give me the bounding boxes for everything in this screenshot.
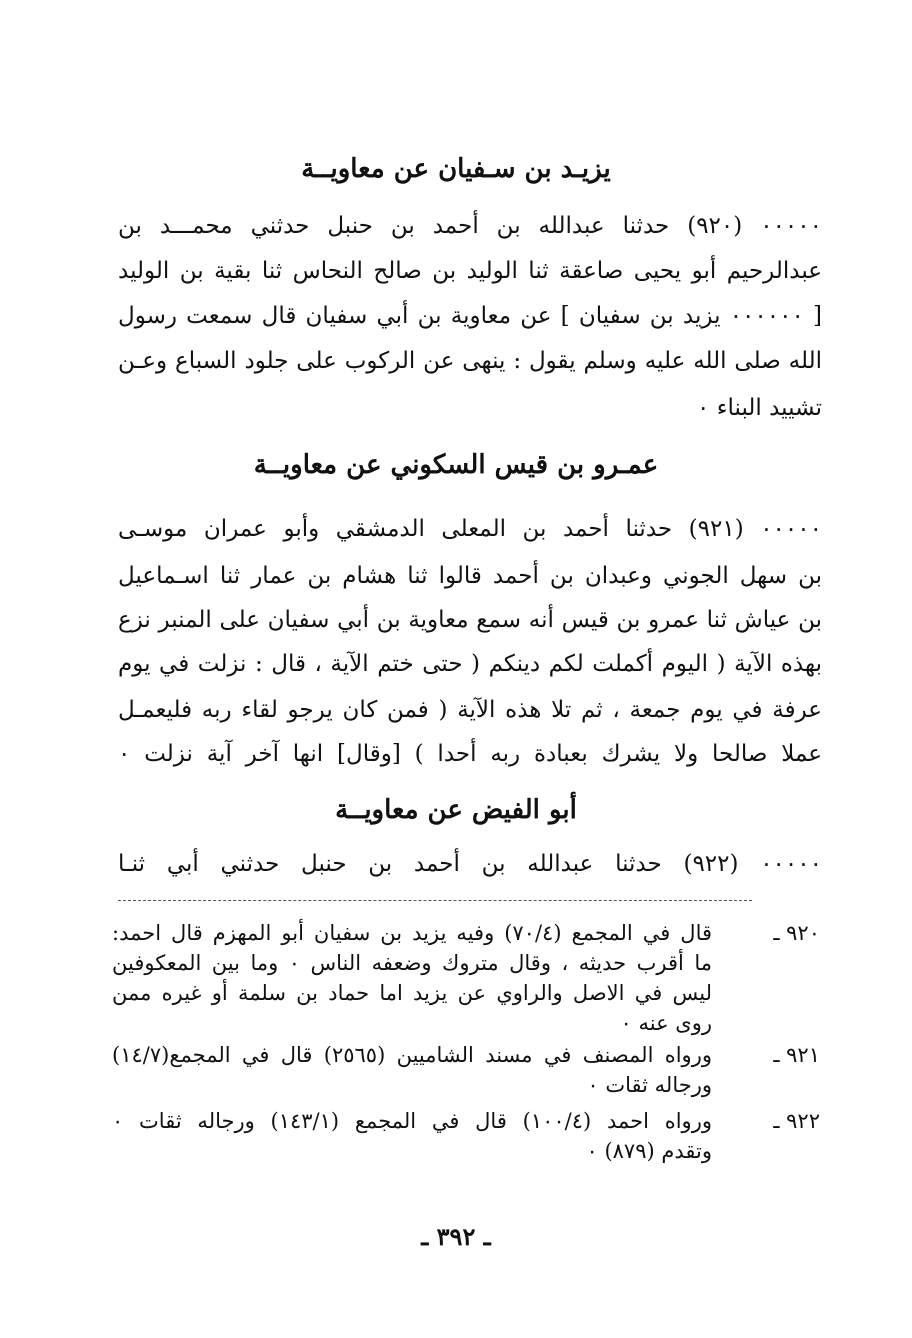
footnote-number: ٩٢٠ ـ (773, 921, 820, 945)
footnote-922 (112, 1106, 820, 1168)
section-heading-1: يزيـد بن سـفيان عن معاويــة (301, 154, 611, 184)
footnote-921 (112, 1040, 820, 1102)
text-line: ٠٠٠٠٠ (٩٢٠) حدثنا عبدالله بن أحمد بن حنبل حدثني محمـــد بن (118, 213, 822, 239)
footnote-line: ورواه المصنف في مسند الشاميين (٢٥٦٥) قال في المجمع(١٤/٧) (112, 1043, 712, 1067)
footnote-line: وتقدم (٨٧٩) ٠ (586, 1139, 712, 1163)
section-heading-3: أبو الفيض عن معاويــة (335, 795, 577, 825)
text-line: عبدالرحيم أبو يحيى صاعقة ثنا الوليد بن صالح النحاس ثنا بقية بن الوليد (118, 258, 822, 284)
footnote-number: ٩٢١ ـ (773, 1043, 820, 1067)
footnote-line: قال في المجمع (٧٠/٤) وفيه يزيد بن سفيان أبو المهزم قال احمد: (112, 921, 712, 945)
footnote-number: ٩٢٢ ـ (773, 1109, 820, 1133)
footnote-separator (118, 900, 752, 901)
text-line: بن سهل الجوني وعبدان بن أحمد قالوا ثنا هشام بن عمار ثنا اسـماعيل (118, 563, 822, 589)
text-line: عملا صالحا ولا يشرك بعبادة ربه أحدا ) [وقال] انها آخر آية نزلت ٠ (118, 741, 822, 767)
text-line: تشييد البناء ٠ (697, 395, 822, 421)
text-line: بن عياش ثنا عمرو بن قيس أنه سمع معاوية بن أبي سفيان على المنبر نزع (118, 607, 822, 633)
section-heading-2: عمـرو بن قيس السكوني عن معاويــة (253, 450, 659, 480)
footnote-line: ما أقرب حديثه ، وقال متروك وضعفه الناس ٠ وما بين المعكوفين (112, 951, 712, 975)
footnote-line: ورجاله ثقات ٠ (587, 1073, 712, 1097)
footnote-line: ليس في الاصل والراوي عن يزيد اما حماد بن سلمة أو غيره ممن (112, 981, 712, 1005)
text-line: الله صلى الله عليه وسلم يقول : ينهى عن الركوب على جلود السباع وعـن (118, 348, 822, 374)
text-line: عرفة في يوم جمعة ، ثم تلا هذه الآية ( فمن كان يرجو لقاء ربه فليعمـل (118, 697, 822, 723)
text-line: ٠٠٠٠٠ (٩٢١) حدثنا أحمد بن المعلى الدمشقي وأبو عمران موسـى (118, 516, 822, 542)
text-line: ٠٠٠٠٠ (٩٢٢) حدثنا عبدالله بن أحمد بن حنبل حدثني أبي ثنـا (118, 851, 822, 877)
footnote-line: روى عنه ٠ (620, 1011, 712, 1035)
text-line: بهذه الآية ( اليوم أكملت لكم دينكم ( حتى ختم الآية ، قال : نزلت في يوم (118, 651, 822, 677)
text-line: [ ٠٠٠٠٠٠ يزيد بن سفيان ] عن معاوية بن أبي سفيان قال سمعت رسول (118, 303, 822, 329)
footnote-line: ورواه احمد (١٠٠/٤) قال في المجمع (١٤٣/١) ورجاله ثقات ٠ (112, 1109, 712, 1133)
page-number: ـ ٣٩٢ ـ (421, 1222, 491, 1251)
footnote-920 (112, 918, 820, 1038)
